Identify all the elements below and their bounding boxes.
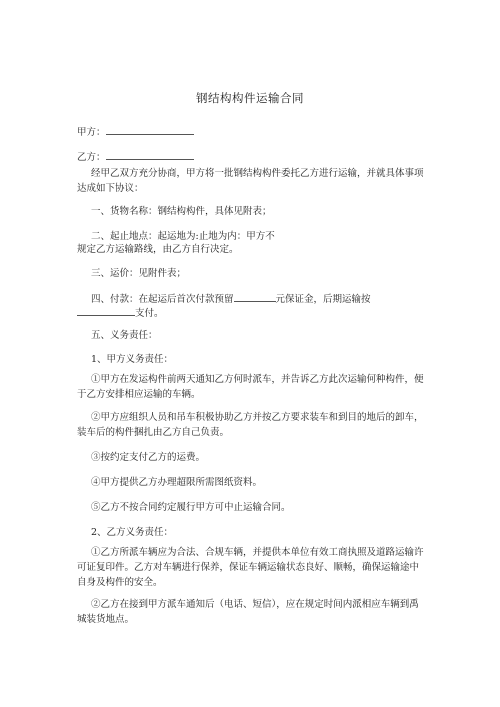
party-b-label: 乙方： xyxy=(77,152,106,163)
item-payment-line2 xyxy=(77,305,164,321)
item-price: 三、运价：见附件表； xyxy=(91,268,187,279)
payment-text-1: 四、付款：在起运后首次付款预留 xyxy=(91,294,234,305)
party-a-line xyxy=(77,124,194,140)
deposit-blank xyxy=(234,291,276,302)
intro-paragraph: 经甲乙双方充分协商，甲方将一批钢结构构件委托乙方进行运输，并就具体事项达成如下协议： xyxy=(77,168,424,194)
party-a-blank xyxy=(106,124,194,135)
duty-a-clause-2: ②甲方应组织人员和吊车积极协助乙方并按乙方要求装车和到目的地后的卸车，装车后的构件捆扎由乙方自己负责。 xyxy=(77,412,424,438)
payment-method-blank xyxy=(77,305,135,316)
item-route-line2: 规定乙方运输路线，由乙方自行决定。 xyxy=(77,244,239,255)
item-duties-heading: 五、义务责任： xyxy=(91,330,158,341)
item-goods-name: 一、货物名称：钢结构构件，具体见附表； xyxy=(91,206,272,217)
duty-a-clause-5: ⑤乙方不按合同约定履行甲方可中止运输合同。 xyxy=(91,502,291,513)
duty-a-clause-1: ①甲方在发运构件前两天通知乙方何时派车，并告诉乙方此次运输何种构件，便于乙方安排相应运输的车辆。 xyxy=(77,374,424,400)
duty-a-heading: 1、甲方义务责任： xyxy=(91,354,174,365)
duty-b-heading: 2、乙方义务责任： xyxy=(91,527,174,538)
payment-text-2: 元保证金，后期运输按 xyxy=(275,294,371,305)
duty-a-clause-4: ④甲方提供乙方办理超限所需图纸资料。 xyxy=(91,477,263,488)
item-route-line1: 二、起止地点：起运地为:止地为内：甲方不 xyxy=(91,231,275,242)
party-a-label: 甲方： xyxy=(77,127,106,138)
duty-a-clause-3: ③按约定支付乙方的运费。 xyxy=(91,452,206,463)
payment-text-3: 支付。 xyxy=(135,308,164,319)
document-title: 钢结构构件运输合同 xyxy=(196,91,304,105)
duty-b-clause-2: ②乙方在接到甲方派车通知后（电话、短信），应在规定时间内派相应车辆到禹城装货地点。 xyxy=(77,599,419,625)
duty-b-clause-1: ①乙方所派车辆应为合法、合规车辆，并提供本单位有效工商执照及道路运输许可证复印件。乙方对车辆进行保养，保证车辆运输状态良好、顺畅，确保运输途中自身及构件的安全。 xyxy=(77,547,424,588)
party-b-blank xyxy=(106,149,194,160)
party-b-line xyxy=(77,149,194,165)
